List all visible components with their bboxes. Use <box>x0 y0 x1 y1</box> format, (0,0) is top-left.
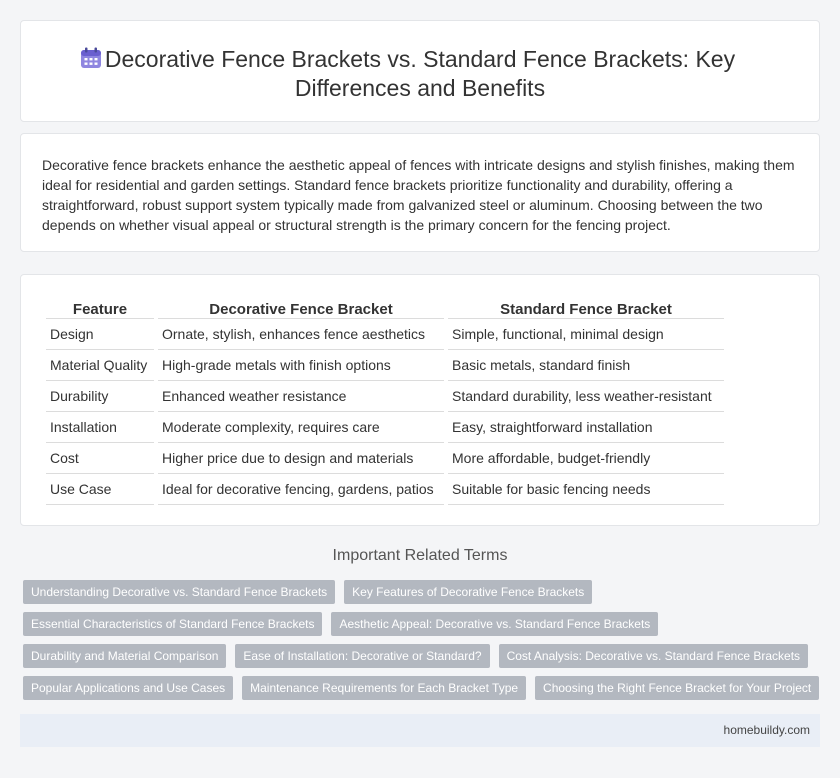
title-card <box>20 20 820 122</box>
table-cell: More affordable, budget-friendly <box>448 443 724 474</box>
comparison-table <box>42 295 728 505</box>
table-row <box>46 474 724 505</box>
table-cell: Simple, functional, minimal design <box>448 319 724 350</box>
header-standard: Standard Fence Bracket <box>448 295 724 319</box>
table-cell: Standard durability, less weather-resistant <box>448 381 724 412</box>
table-cell: Cost <box>46 443 154 474</box>
footer <box>20 714 820 747</box>
table-cell: Use Case <box>46 474 154 505</box>
tag-row <box>23 580 823 604</box>
comparison-table-card <box>20 274 820 526</box>
table-cell: Design <box>46 319 154 350</box>
table-row <box>46 381 724 412</box>
table-row <box>46 412 724 443</box>
table-cell: Material Quality <box>46 350 154 381</box>
table-cell: Ideal for decorative fencing, gardens, patios <box>158 474 444 505</box>
related-term-tag[interactable]: Popular Applications and Use Cases <box>23 676 233 700</box>
related-term-tag[interactable]: Durability and Material Comparison <box>23 644 226 668</box>
table-cell: Suitable for basic fencing needs <box>448 474 724 505</box>
table-cell: Easy, straightforward installation <box>448 412 724 443</box>
related-term-tag[interactable]: Understanding Decorative vs. Standard Fence Brackets <box>23 580 335 604</box>
tag-row <box>23 644 823 668</box>
table-cell: Durability <box>46 381 154 412</box>
table-row <box>46 443 724 474</box>
related-term-tag[interactable]: Aesthetic Appeal: Decorative vs. Standard Fence Brackets <box>331 612 658 636</box>
related-terms-list <box>23 580 823 708</box>
header-feature: Feature <box>46 295 154 319</box>
related-term-tag[interactable]: Choosing the Right Fence Bracket for Your Project <box>535 676 819 700</box>
related-term-tag[interactable]: Ease of Installation: Decorative or Standard? <box>235 644 489 668</box>
table-cell: Moderate complexity, requires care <box>158 412 444 443</box>
header-decorative: Decorative Fence Bracket <box>158 295 444 319</box>
table-cell: Ornate, stylish, enhances fence aesthetics <box>158 319 444 350</box>
table-cell: High-grade metals with finish options <box>158 350 444 381</box>
tag-row <box>23 676 823 700</box>
table-row <box>46 350 724 381</box>
page-title: Decorative Fence Brackets vs. Standard Fence Brackets: Key Differences and Benefits <box>104 46 736 101</box>
related-term-tag[interactable]: Maintenance Requirements for Each Bracket Type <box>242 676 526 700</box>
related-term-tag[interactable]: Cost Analysis: Decorative vs. Standard Fence Brackets <box>499 644 808 668</box>
related-terms-heading: Important Related Terms <box>332 547 508 564</box>
table-cell: Enhanced weather resistance <box>158 381 444 412</box>
table-cell: Installation <box>46 412 154 443</box>
table-header-row <box>46 295 724 319</box>
table-cell: Higher price due to design and materials <box>158 443 444 474</box>
table-cell: Basic metals, standard finish <box>448 350 724 381</box>
footer-site-link[interactable]: homebuildy.com <box>723 723 810 737</box>
tag-row <box>23 612 823 636</box>
related-term-tag[interactable]: Key Features of Decorative Fence Brackets <box>344 580 592 604</box>
related-term-tag[interactable]: Essential Characteristics of Standard Fence Brackets <box>23 612 322 636</box>
table-row <box>46 319 724 350</box>
intro-card <box>20 133 820 252</box>
intro-paragraph: Decorative fence brackets enhance the aesthetic appeal of fences with intricate designs and stylish finishes, making them ideal for residential and garden settings. Standard fence brackets prioritize functionality and durability, offering a straightforward, robust support system typically made from galvanized steel or aluminum. Choosing between the two depends on whether visual appeal or structural strength is the primary concern for the fencing project. <box>42 157 795 233</box>
